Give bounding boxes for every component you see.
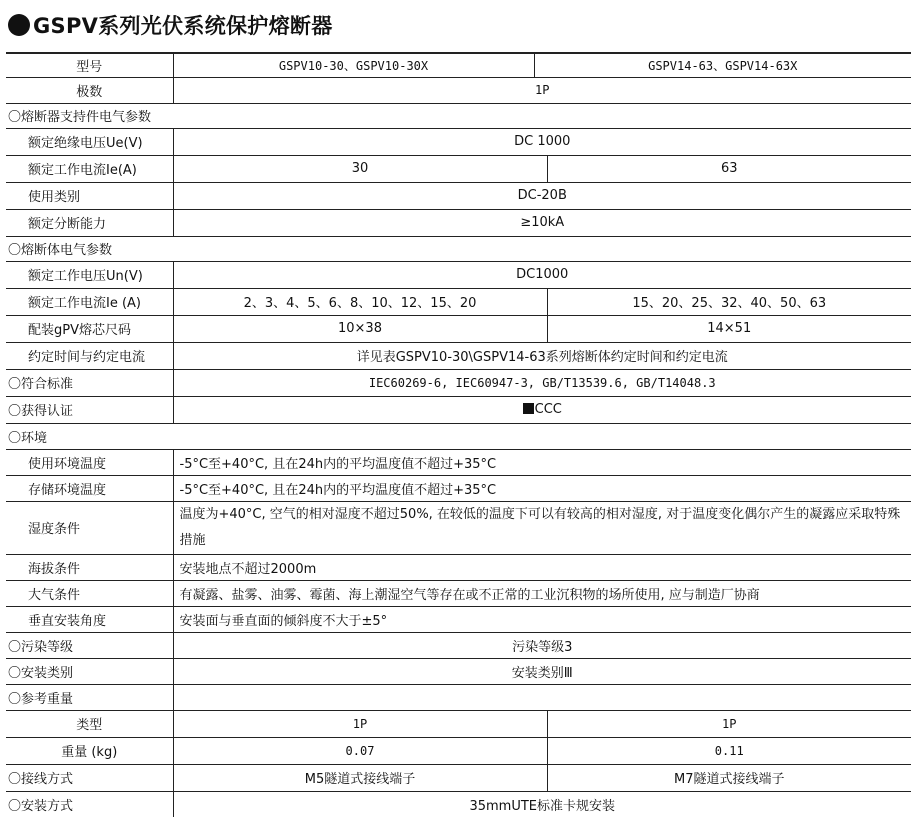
wiring-b: M7隧道式接线端子 xyxy=(547,764,911,791)
fuse-current-a: 2、3、4、5、6、8、10、12、15、20 xyxy=(173,288,547,315)
row-poles xyxy=(6,77,911,103)
altitude-value: 安装地点不超过2000m xyxy=(173,554,911,580)
fuse-size-b: 14×51 xyxy=(547,315,911,342)
support-section-title: 〇熔断器支持件电气参数 xyxy=(6,103,911,128)
support-current-a: 30 xyxy=(173,155,547,182)
black-square-icon xyxy=(523,403,534,414)
weight-kg-label: 重量 (kg) xyxy=(6,737,173,764)
bullet-icon xyxy=(8,14,30,36)
row-support-section xyxy=(6,103,911,128)
row-certification xyxy=(6,396,911,423)
row-standards xyxy=(6,369,911,396)
wiring-a: M5隧道式接线端子 xyxy=(173,764,547,791)
page-title xyxy=(8,8,333,42)
row-support-current xyxy=(6,155,911,182)
install-category-label: 〇安装类别 xyxy=(6,658,173,684)
fuse-voltage-value: DC1000 xyxy=(173,261,911,288)
row-use-temp xyxy=(6,449,911,475)
mounting-value: 35mmUTE标准卡规安装 xyxy=(469,798,616,814)
spec-table xyxy=(6,52,911,817)
row-altitude xyxy=(6,554,911,580)
model-label: 型号 xyxy=(6,53,173,77)
standards-label: 〇符合标准 xyxy=(6,369,173,396)
row-model xyxy=(6,53,911,77)
row-wiring xyxy=(6,764,911,791)
weight-kg-b: 0.11 xyxy=(547,737,911,764)
weight-type-b: 1P xyxy=(547,710,911,737)
row-humidity xyxy=(6,501,911,554)
row-install-category xyxy=(6,658,911,684)
fuse-section-title: 〇熔断体电气参数 xyxy=(6,236,911,261)
poles-label: 极数 xyxy=(6,77,173,103)
breaking-capacity-label: 额定分断能力 xyxy=(6,209,173,236)
fuse-size-label: 配装gPV熔芯尺码 xyxy=(6,315,173,342)
row-weight-type xyxy=(6,710,911,737)
standards-value: IEC60269-6, IEC60947-3, GB/T13539.6, GB/T14048.3 xyxy=(173,369,911,396)
mounting-label: 〇安装方式 xyxy=(6,791,173,817)
weight-type-a: 1P xyxy=(173,710,547,737)
support-current-label: 额定工作电流Ie(A) xyxy=(6,155,173,182)
certification-value: CCC xyxy=(534,402,562,417)
row-insulation-voltage xyxy=(6,128,911,155)
breaking-capacity-value: ≥10kA xyxy=(173,209,911,236)
row-category xyxy=(6,182,911,209)
environment-section-title: 〇环境 xyxy=(6,423,911,449)
install-category-value: 安装类别Ⅲ xyxy=(173,658,911,684)
row-weight-kg xyxy=(6,737,911,764)
humidity-label: 湿度条件 xyxy=(6,501,173,554)
row-atmosphere xyxy=(6,580,911,606)
row-pollution xyxy=(6,632,911,658)
pollution-value: 污染等级3 xyxy=(173,632,911,658)
row-weight-section xyxy=(6,684,911,710)
insulation-voltage-value: DC 1000 xyxy=(173,128,911,155)
support-current-b: 63 xyxy=(547,155,911,182)
poles-value: 1P xyxy=(173,77,911,103)
fuse-voltage-label: 额定工作电压Un(V) xyxy=(6,261,173,288)
pollution-label: 〇污染等级 xyxy=(6,632,173,658)
mount-angle-value: 安装面与垂直面的倾斜度不大于±5° xyxy=(173,606,911,632)
fuse-current-b: 15、20、25、32、40、50、63 xyxy=(547,288,911,315)
row-fuse-section xyxy=(6,236,911,261)
category-value: DC-20B xyxy=(173,182,911,209)
weight-section-empty xyxy=(173,684,911,710)
row-mounting xyxy=(6,791,911,817)
model-b: GSPV14-63、GSPV14-63X xyxy=(534,53,911,77)
row-breaking-capacity xyxy=(6,209,911,236)
row-environment-section xyxy=(6,423,911,449)
use-temp-label: 使用环境温度 xyxy=(6,449,173,475)
atmosphere-value: 有凝露、盐雾、油雾、霉菌、海上潮湿空气等存在或不正常的工业沉积物的场所使用, 应与制造厂协商 xyxy=(173,580,911,606)
certification-cell xyxy=(173,396,911,423)
use-temp-value: -5°C至+40°C, 且在24h内的平均温度值不超过+35°C xyxy=(173,449,911,475)
row-conventional xyxy=(6,342,911,369)
fuse-size-a: 10×38 xyxy=(173,315,547,342)
storage-temp-label: 存储环境温度 xyxy=(6,475,173,501)
certification-label: 〇获得认证 xyxy=(6,396,173,423)
weight-type-label: 类型 xyxy=(6,710,173,737)
conventional-label: 约定时间与约定电流 xyxy=(6,342,173,369)
atmosphere-label: 大气条件 xyxy=(6,580,173,606)
row-mount-angle xyxy=(6,606,911,632)
conventional-value: 详见表GSPV10-30\GSPV14-63系列熔断体约定时间和约定电流 xyxy=(173,342,911,369)
mount-angle-label: 垂直安装角度 xyxy=(6,606,173,632)
row-fuse-size xyxy=(6,315,911,342)
row-storage-temp xyxy=(6,475,911,501)
page-title-text: GSPV系列光伏系统保护熔断器 xyxy=(33,14,333,38)
fuse-current-label: 额定工作电流Ie (A) xyxy=(6,288,173,315)
weight-kg-a: 0.07 xyxy=(173,737,547,764)
row-fuse-voltage xyxy=(6,261,911,288)
row-fuse-current xyxy=(6,288,911,315)
humidity-value: 温度为+40°C, 空气的相对湿度不超过50%, 在较低的温度下可以有较高的相对湿度, 对于温度变化偶尔产生的凝露应采取特殊措施 xyxy=(173,501,911,554)
model-a: GSPV10-30、GSPV10-30X xyxy=(173,53,534,77)
insulation-voltage-label: 额定绝缘电压Ue(V) xyxy=(6,128,173,155)
weight-section-title: 〇参考重量 xyxy=(6,684,173,710)
category-label: 使用类别 xyxy=(6,182,173,209)
storage-temp-value: -5°C至+40°C, 且在24h内的平均温度值不超过+35°C xyxy=(173,475,911,501)
wiring-label: 〇接线方式 xyxy=(6,764,173,791)
altitude-label: 海拔条件 xyxy=(6,554,173,580)
